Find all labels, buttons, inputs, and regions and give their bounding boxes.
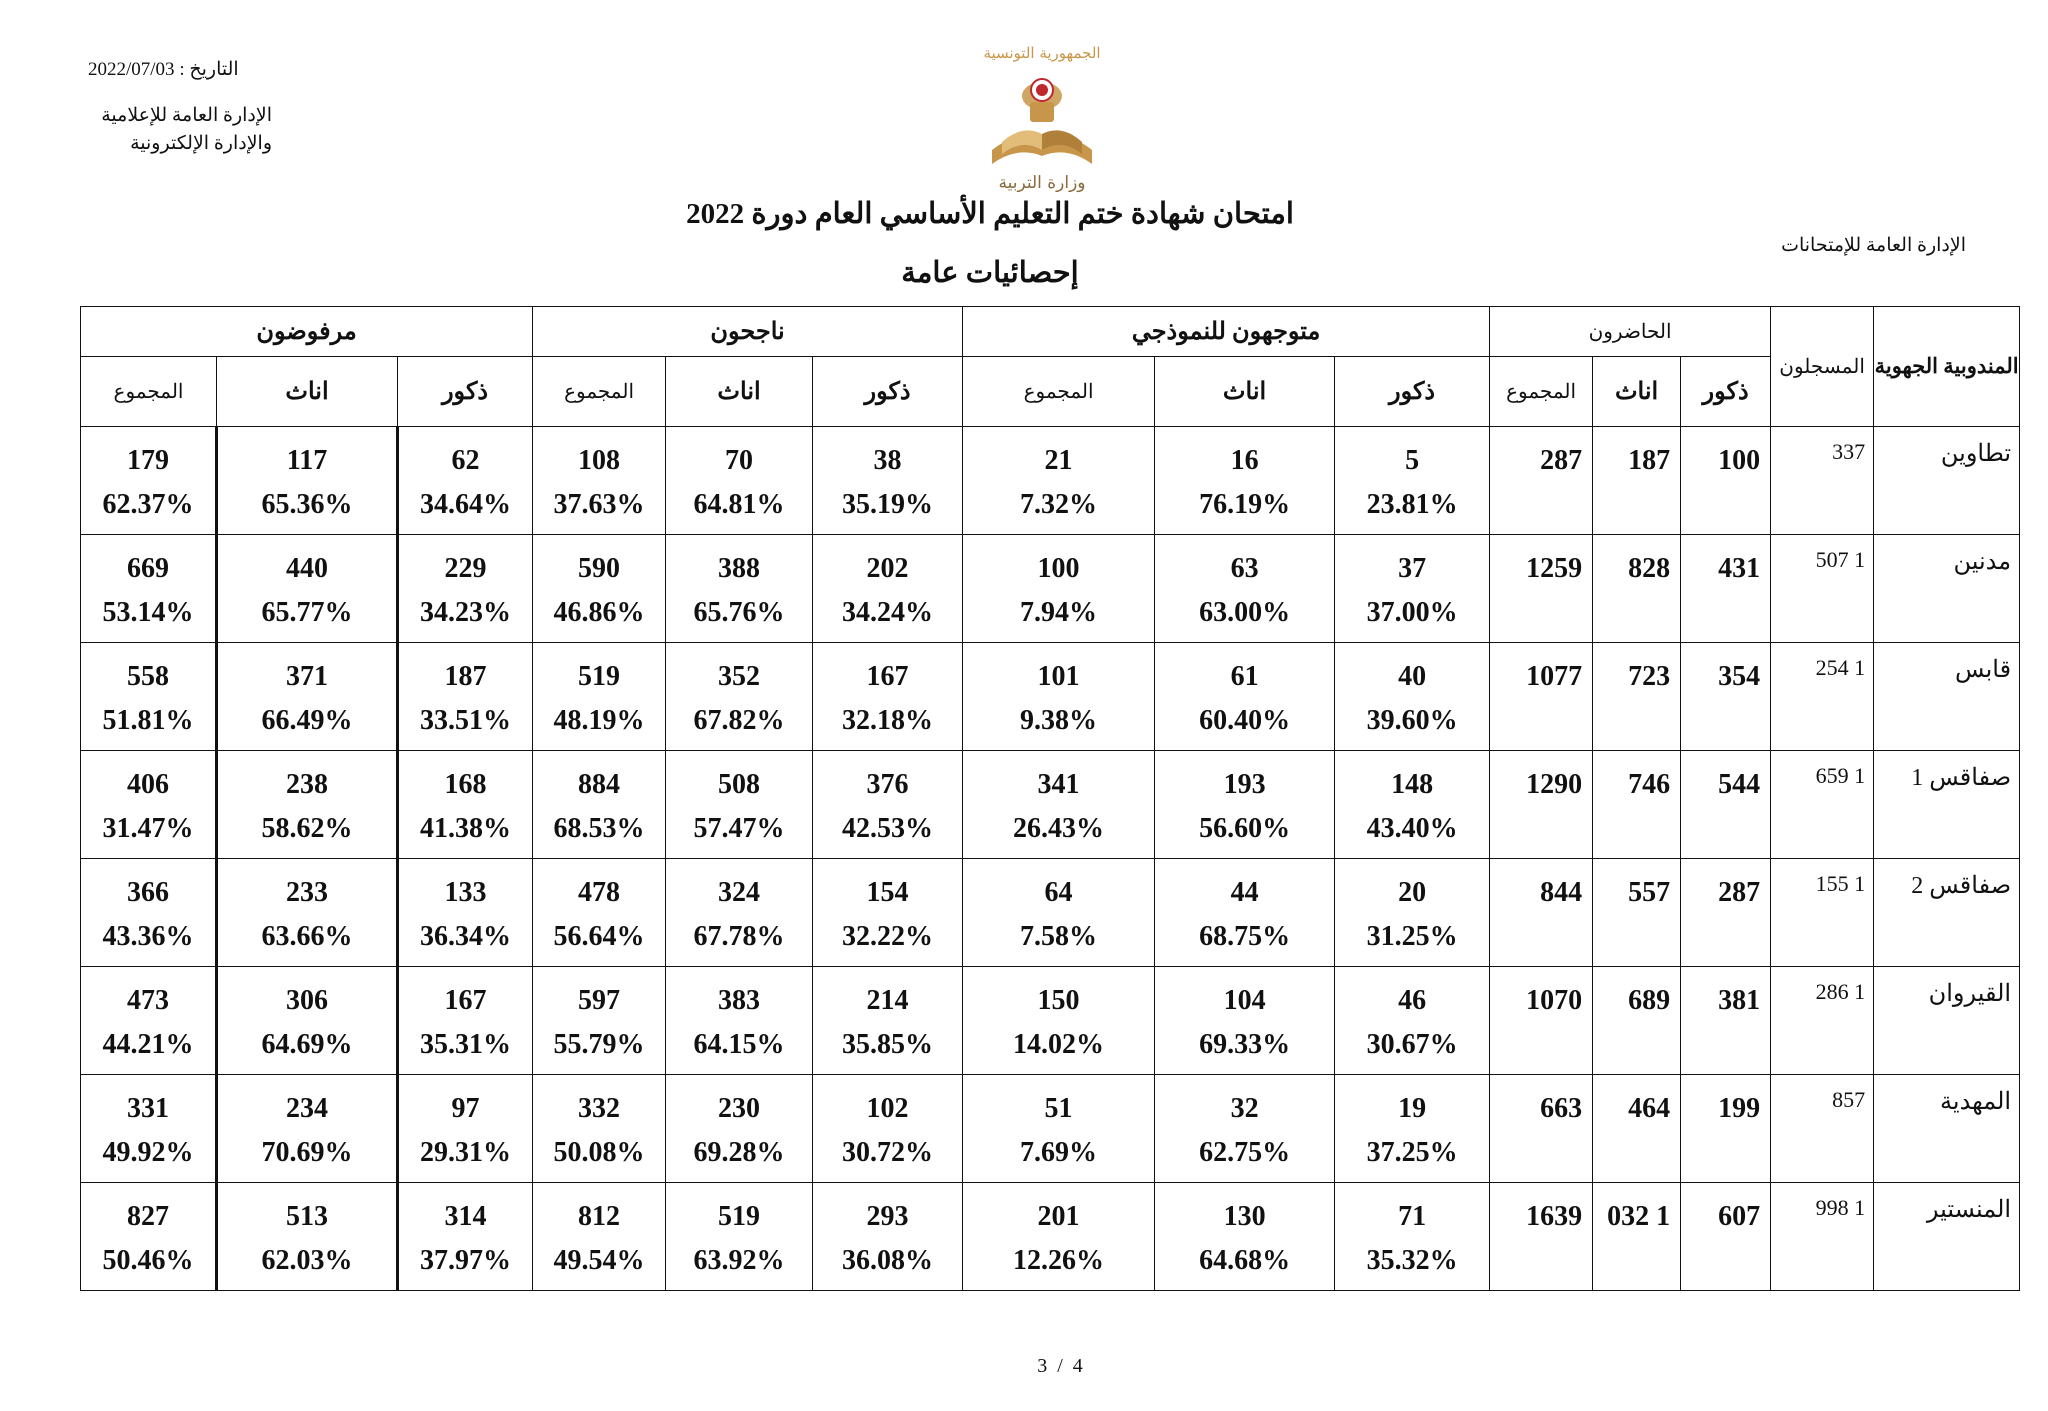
- present-total: 1070: [1490, 967, 1593, 1075]
- present-female: 689: [1593, 967, 1681, 1075]
- rejected-female: 117 65.36%: [217, 427, 398, 535]
- registered-count: 857: [1771, 1075, 1874, 1183]
- passed-total: 108 37.63%: [533, 427, 666, 535]
- passed-total: 478 56.64%: [533, 859, 666, 967]
- directed-male: 148 43.40%: [1335, 751, 1490, 859]
- present-total: 663: [1490, 1075, 1593, 1183]
- header-registered: المسجلون: [1771, 307, 1874, 427]
- rejected-total: 366 43.36%: [81, 859, 217, 967]
- passed-female: 324 67.78%: [666, 859, 813, 967]
- dept-left-line2: والإدارة الإلكترونية: [130, 133, 272, 154]
- rejected-male: 62 34.64%: [398, 427, 533, 535]
- header-rejected-female: اناث: [217, 357, 398, 427]
- ministry-logo: [972, 38, 1112, 196]
- registered-count: 337: [1771, 427, 1874, 535]
- directed-female: 130 64.68%: [1155, 1183, 1335, 1291]
- registered-count: 1 254: [1771, 643, 1874, 751]
- present-female: 828: [1593, 535, 1681, 643]
- passed-total: 812 49.54%: [533, 1183, 666, 1291]
- header-directed-total: المجموع: [963, 357, 1155, 427]
- present-female: 557: [1593, 859, 1681, 967]
- present-male: 431: [1681, 535, 1771, 643]
- directed-total: 201 12.26%: [963, 1183, 1155, 1291]
- present-total: 1639: [1490, 1183, 1593, 1291]
- directed-female: 32 62.75%: [1155, 1075, 1335, 1183]
- present-female: 723: [1593, 643, 1681, 751]
- dept-left-line1: الإدارة العامة للإعلامية: [101, 105, 272, 126]
- passed-male: 102 30.72%: [813, 1075, 963, 1183]
- logo-bottom-text: وزارة التربية: [998, 173, 1086, 193]
- header-passed: ناجحون: [533, 307, 963, 357]
- table-row: [81, 643, 2020, 751]
- header-rejected: مرفوضون: [81, 307, 533, 357]
- registered-count: 1 998: [1771, 1183, 1874, 1291]
- directed-male: 40 39.60%: [1335, 643, 1490, 751]
- date-label: التاريخ :: [179, 59, 239, 80]
- region-name: المنستير: [1874, 1183, 2020, 1291]
- table-row: [81, 1075, 2020, 1183]
- present-male: 287: [1681, 859, 1771, 967]
- rejected-total: 669 53.14%: [81, 535, 217, 643]
- rejected-female: 513 62.03%: [217, 1183, 398, 1291]
- rejected-female: 440 65.77%: [217, 535, 398, 643]
- rejected-male: 167 35.31%: [398, 967, 533, 1075]
- rejected-total: 473 44.21%: [81, 967, 217, 1075]
- rejected-female: 238 58.62%: [217, 751, 398, 859]
- dept-left: [86, 102, 272, 158]
- present-female: 1 032: [1593, 1183, 1681, 1291]
- logo-top-text: الجمهورية التونسية: [983, 44, 1101, 62]
- directed-male: 46 30.67%: [1335, 967, 1490, 1075]
- header-passed-male: ذكور: [813, 357, 963, 427]
- passed-total: 884 68.53%: [533, 751, 666, 859]
- present-male: 544: [1681, 751, 1771, 859]
- page-total: 4: [1072, 1355, 1083, 1377]
- header-present-male: ذكور: [1681, 357, 1771, 427]
- rejected-total: 179 62.37%: [81, 427, 217, 535]
- date-value: 2022/07/03: [88, 59, 175, 80]
- passed-male: 293 36.08%: [813, 1183, 963, 1291]
- header-passed-total: المجموع: [533, 357, 666, 427]
- passed-male: 214 35.85%: [813, 967, 963, 1075]
- directed-female: 104 69.33%: [1155, 967, 1335, 1075]
- present-male: 607: [1681, 1183, 1771, 1291]
- rejected-male: 314 37.97%: [398, 1183, 533, 1291]
- present-male: 381: [1681, 967, 1771, 1075]
- passed-female: 383 64.15%: [666, 967, 813, 1075]
- directed-total: 64 7.58%: [963, 859, 1155, 967]
- page-current: 3: [1037, 1355, 1048, 1377]
- registered-count: 1 155: [1771, 859, 1874, 967]
- region-name: القيروان: [1874, 967, 2020, 1075]
- region-name: مدنين: [1874, 535, 2020, 643]
- present-total: 1290: [1490, 751, 1593, 859]
- header-rejected-male: ذكور: [398, 357, 533, 427]
- directed-female: 63 63.00%: [1155, 535, 1335, 643]
- passed-male: 202 34.24%: [813, 535, 963, 643]
- rejected-total: 406 31.47%: [81, 751, 217, 859]
- passed-total: 590 46.86%: [533, 535, 666, 643]
- page-number: [980, 1355, 1140, 1378]
- rejected-total: 827 50.46%: [81, 1183, 217, 1291]
- region-name: صفاقس 1: [1874, 751, 2020, 859]
- passed-male: 154 32.22%: [813, 859, 963, 967]
- registered-count: 1 659: [1771, 751, 1874, 859]
- table-body: [81, 427, 2020, 1291]
- directed-male: 19 37.25%: [1335, 1075, 1490, 1183]
- header-directed-female: اناث: [1155, 357, 1335, 427]
- header-present-female: اناث: [1593, 357, 1681, 427]
- dept-right: الإدارة العامة للإمتحانات: [1781, 235, 1966, 256]
- table-row: [81, 859, 2020, 967]
- directed-total: 51 7.69%: [963, 1075, 1155, 1183]
- present-total: 1259: [1490, 535, 1593, 643]
- header-passed-female: اناث: [666, 357, 813, 427]
- directed-total: 341 26.43%: [963, 751, 1155, 859]
- rejected-male: 187 33.51%: [398, 643, 533, 751]
- statistics-table: [80, 306, 2020, 1291]
- table-row: [81, 967, 2020, 1075]
- directed-total: 21 7.32%: [963, 427, 1155, 535]
- directed-male: 5 23.81%: [1335, 427, 1490, 535]
- present-male: 354: [1681, 643, 1771, 751]
- header-directed-male: ذكور: [1335, 357, 1490, 427]
- rejected-female: 233 63.66%: [217, 859, 398, 967]
- present-female: 187: [1593, 427, 1681, 535]
- registered-count: 1 507: [1771, 535, 1874, 643]
- header-directed: متوجهون للنموذجي: [963, 307, 1490, 357]
- passed-female: 352 67.82%: [666, 643, 813, 751]
- table-row: [81, 1183, 2020, 1291]
- present-female: 746: [1593, 751, 1681, 859]
- present-total: 1077: [1490, 643, 1593, 751]
- page-subtitle: إحصائيات عامة: [901, 257, 1079, 289]
- header-present: الحاضرون: [1490, 307, 1771, 357]
- directed-total: 150 14.02%: [963, 967, 1155, 1075]
- page-separator: /: [1057, 1355, 1063, 1377]
- directed-total: 101 9.38%: [963, 643, 1155, 751]
- directed-female: 193 56.60%: [1155, 751, 1335, 859]
- passed-total: 597 55.79%: [533, 967, 666, 1075]
- table-row: [81, 751, 2020, 859]
- passed-total: 332 50.08%: [533, 1075, 666, 1183]
- header-present-total: المجموع: [1490, 357, 1593, 427]
- passed-male: 38 35.19%: [813, 427, 963, 535]
- passed-female: 70 64.81%: [666, 427, 813, 535]
- present-total: 287: [1490, 427, 1593, 535]
- header-region: المندوبية الجهوية: [1874, 307, 2020, 427]
- region-name: المهدية: [1874, 1075, 2020, 1183]
- table-row: [81, 535, 2020, 643]
- page-title: امتحان شهادة ختم التعليم الأساسي العام دورة 2022: [686, 198, 1294, 230]
- present-female: 464: [1593, 1075, 1681, 1183]
- rejected-total: 331 49.92%: [81, 1075, 217, 1183]
- rejected-female: 234 70.69%: [217, 1075, 398, 1183]
- directed-male: 37 37.00%: [1335, 535, 1490, 643]
- present-total: 844: [1490, 859, 1593, 967]
- passed-male: 376 42.53%: [813, 751, 963, 859]
- directed-female: 44 68.75%: [1155, 859, 1335, 967]
- rejected-male: 133 36.34%: [398, 859, 533, 967]
- ministry-emblem: [972, 38, 1112, 196]
- passed-female: 388 65.76%: [666, 535, 813, 643]
- rejected-male: 168 41.38%: [398, 751, 533, 859]
- rejected-total: 558 51.81%: [81, 643, 217, 751]
- header-rejected-total: المجموع: [81, 357, 217, 427]
- directed-male: 20 31.25%: [1335, 859, 1490, 967]
- rejected-female: 306 64.69%: [217, 967, 398, 1075]
- passed-female: 230 69.28%: [666, 1075, 813, 1183]
- region-name: تطاوين: [1874, 427, 2020, 535]
- table-row: [81, 427, 2020, 535]
- passed-female: 519 63.92%: [666, 1183, 813, 1291]
- date-line: [88, 58, 239, 81]
- region-name: قابس: [1874, 643, 2020, 751]
- present-male: 199: [1681, 1075, 1771, 1183]
- passed-female: 508 57.47%: [666, 751, 813, 859]
- directed-female: 61 60.40%: [1155, 643, 1335, 751]
- directed-female: 16 76.19%: [1155, 427, 1335, 535]
- registered-count: 1 286: [1771, 967, 1874, 1075]
- rejected-female: 371 66.49%: [217, 643, 398, 751]
- rejected-male: 97 29.31%: [398, 1075, 533, 1183]
- present-male: 100: [1681, 427, 1771, 535]
- passed-total: 519 48.19%: [533, 643, 666, 751]
- passed-male: 167 32.18%: [813, 643, 963, 751]
- directed-male: 71 35.32%: [1335, 1183, 1490, 1291]
- region-name: صفاقس 2: [1874, 859, 2020, 967]
- rejected-male: 229 34.23%: [398, 535, 533, 643]
- directed-total: 100 7.94%: [963, 535, 1155, 643]
